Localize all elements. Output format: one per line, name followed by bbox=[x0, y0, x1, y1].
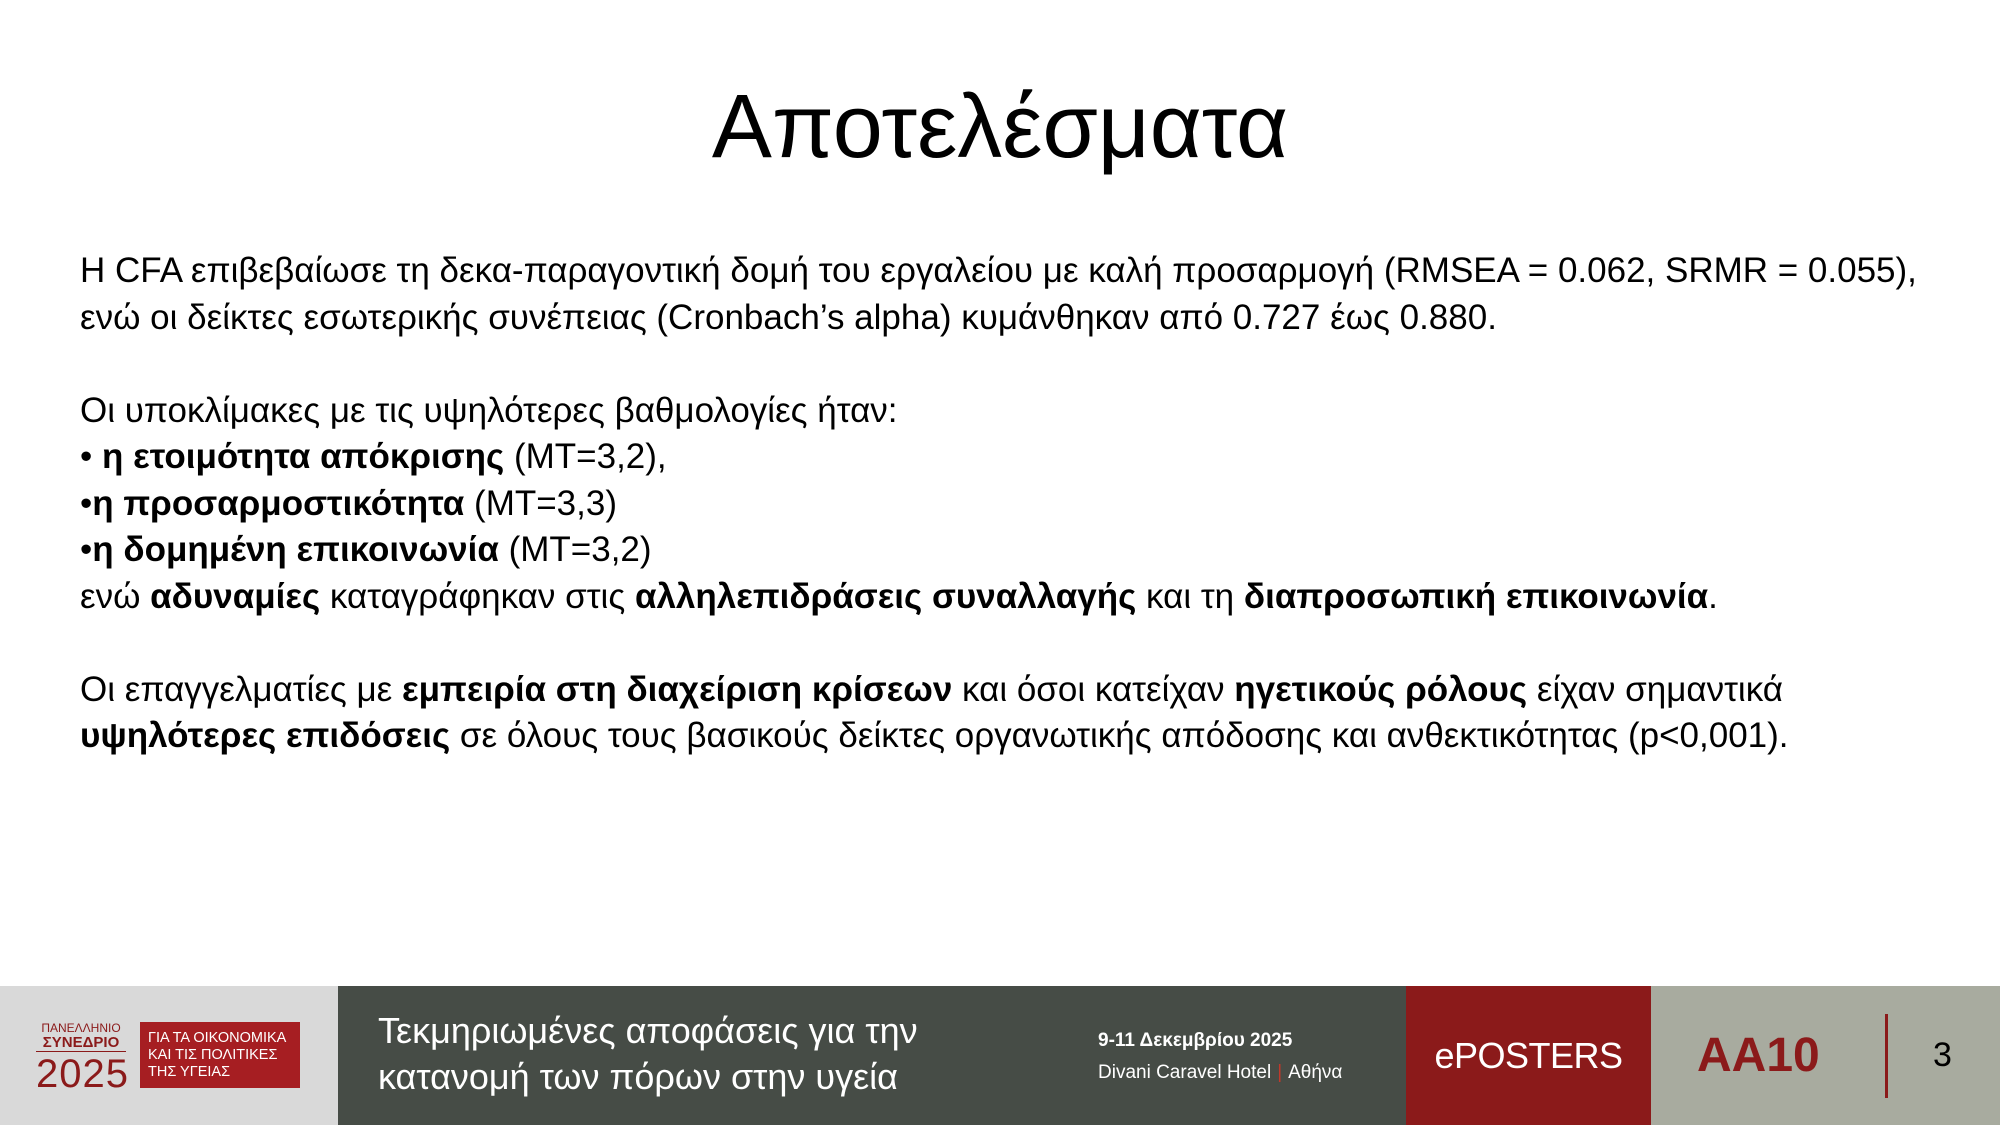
bullet-glyph: • bbox=[80, 530, 93, 569]
bold-run: υψηλότερες επιδόσεις bbox=[80, 716, 451, 755]
bullet-item-adaptability bbox=[80, 481, 1940, 528]
logo-line2: ΣΥΝΕΔΡΙΟ bbox=[36, 1035, 126, 1052]
bullet-item-response-readiness bbox=[80, 434, 1940, 481]
conference-logo bbox=[0, 986, 338, 1125]
spacer bbox=[80, 620, 1940, 667]
text-run: καταγράφηκαν στις bbox=[320, 576, 635, 616]
slide-body bbox=[80, 248, 1940, 760]
bullet-glyph: • bbox=[80, 437, 102, 476]
bullet-item-structured-communication bbox=[80, 527, 1940, 574]
logo-right-line: ΓΙΑ ΤΑ ΟΙΚΟΝΟΜΙΚΑ bbox=[148, 1030, 287, 1046]
bullet-bold-text: η δομημένη επικοινωνία bbox=[92, 530, 499, 569]
page-number: 3 bbox=[1933, 1036, 1952, 1074]
bold-run: εμπειρία στη διαχείριση κρίσεων bbox=[402, 669, 953, 709]
experience-paragraph bbox=[80, 667, 1940, 760]
cfa-paragraph: Η CFA επιβεβαίωσε τη δεκα-παραγοντική δομή του εργαλείου με καλή προσαρμογή (RMSEA = 0.062, SRMR = 0.055), ενώ οι δείκτες εσωτερικής συνέπειας (Cronbach’s alpha) κυμάνθηκαν από 0.727 έως 0.880. bbox=[80, 251, 1917, 337]
logo-right-line: ΤΗΣ ΥΓΕΙΑΣ bbox=[148, 1064, 231, 1080]
bullet-value: (ΜΤ=3,2) bbox=[498, 530, 652, 569]
text-run: και όσοι κατείχαν bbox=[952, 669, 1235, 709]
tagline-panel bbox=[338, 986, 1060, 1125]
bullet-value: (ΜΤ=3,2), bbox=[504, 437, 667, 476]
conference-tagline: Τεκμηριωμένες αποφάσεις για την κατανομή των πόρων στην υγεία bbox=[378, 1010, 918, 1097]
bullet-value: (ΜΤ=3,3) bbox=[464, 483, 617, 523]
bold-run: αλληλεπιδράσεις συναλλαγής bbox=[634, 576, 1137, 616]
venue-name: Divani Caravel Hotel bbox=[1098, 1062, 1272, 1083]
poster-code: AA10 bbox=[1697, 1029, 1820, 1082]
eposters-label: ePOSTERS bbox=[1434, 1034, 1623, 1076]
venue-separator: | bbox=[1277, 1062, 1283, 1083]
text-run: . bbox=[1708, 576, 1718, 616]
event-panel bbox=[1060, 986, 1406, 1125]
divider bbox=[1885, 1014, 1888, 1098]
event-venue bbox=[1098, 1062, 1342, 1084]
logo-left-block bbox=[36, 1021, 129, 1096]
code-panel bbox=[1651, 986, 2000, 1125]
text-run: και τη bbox=[1136, 576, 1244, 616]
eposters-panel bbox=[1406, 986, 1651, 1125]
event-date: 9-11 Δεκεμβρίου 2025 bbox=[1098, 1030, 1293, 1051]
footer-banner bbox=[0, 986, 2000, 1125]
bullet-bold-text: η ετοιμότητα απόκρισης bbox=[101, 437, 505, 476]
text-run: είχαν σημαντικά bbox=[1527, 669, 1784, 709]
text-run: ενώ bbox=[80, 576, 151, 616]
bold-run: ηγετικούς ρόλους bbox=[1234, 669, 1528, 709]
text-run: Οι επαγγελματίες με bbox=[80, 669, 403, 709]
bullet-bold-text: η προσαρμοστικότητα bbox=[92, 483, 465, 523]
slide-title: Αποτελέσματα bbox=[711, 77, 1289, 177]
subscales-intro: Οι υποκλίμακες με τις υψηλότερες βαθμολογίες ήταν: bbox=[80, 390, 898, 430]
logo-line1: ΠΑΝΕΛΛΗΝΙΟ bbox=[41, 1021, 121, 1035]
bold-run: αδυναμίες bbox=[150, 576, 321, 616]
logo-right-block bbox=[140, 1022, 300, 1088]
venue-city: Αθήνα bbox=[1288, 1062, 1343, 1083]
text-run: σε όλους τους βασικούς δείκτες οργανωτικής απόδοσης και ανθεκτικότητας (p<0,001). bbox=[450, 716, 1789, 755]
logo-year: 2025 bbox=[36, 1052, 129, 1096]
logo-right-line: ΚΑΙ ΤΙΣ ΠΟΛΙΤΙΚΕΣ bbox=[148, 1047, 278, 1063]
weakness-line bbox=[80, 574, 1940, 621]
bold-run: διαπροσωπική επικοινωνία bbox=[1243, 576, 1709, 616]
spacer bbox=[80, 341, 1940, 388]
bullet-glyph: • bbox=[80, 483, 93, 523]
